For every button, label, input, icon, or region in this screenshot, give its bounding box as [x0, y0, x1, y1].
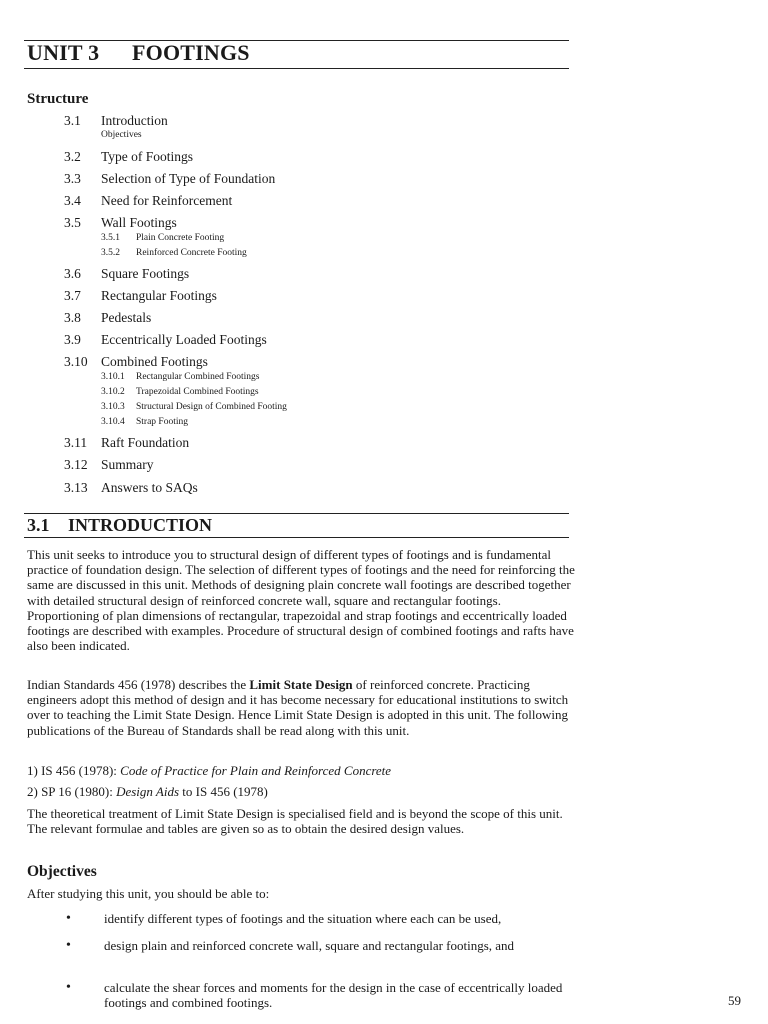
limit-state-design-emphasis: Limit State Design: [249, 677, 353, 692]
publication-item-2: 2) SP 16 (1980): Design Aids to IS 456 (1978): [27, 784, 268, 799]
publication-item-1: 1) IS 456 (1978): Code of Practice for Plain and Reinforced Concrete: [27, 763, 392, 778]
section-top-rule: [24, 513, 569, 514]
objective-item: design plain and reinforced concrete wall, square and rectangular footings, and: [104, 938, 515, 953]
objectives-lead: After studying this unit, you should be able to:: [27, 886, 270, 901]
bullet-icon: •: [66, 938, 71, 953]
bullet-icon: •: [66, 980, 71, 995]
objective-item: calculate the shear forces and moments for the design in the case of eccentrically loaded footings and combined footings.: [104, 980, 563, 1011]
header-bottom-rule: [24, 68, 569, 69]
section-heading: 3.1 INTRODUCTION: [27, 515, 213, 535]
toc-subentry: Objectives: [101, 130, 142, 140]
intro-paragraph-2: Indian Standards 456 (1978) describes the Limit State Design of reinforced concrete. Practicing engineers adopt this method of design and it has become necessary for educational institutions to switch over to teaching the Limit State Design. Hence Limit State Design is adopted in this unit. The following publications of the Bureau of Standards shall be read along with this unit.: [27, 677, 569, 738]
unit-name: FOOTINGS: [132, 40, 250, 65]
unit-title: [27, 40, 250, 66]
unit-number: UNIT 3: [27, 40, 100, 65]
bullet-icon: •: [66, 911, 71, 926]
objectives-heading: Objectives: [27, 863, 97, 880]
structure-heading: Structure: [27, 91, 89, 107]
intro-paragraph-1: This unit seeks to introduce you to structural design of different types of footings and is fundamental practice of foundation design. The selection of different types of footings and the need for reinforcing the same are discussed in this unit. Methods of designing plain concrete wall footings are described together with detailed structural design of reinforced concrete wall, square and rectangular footings. Proportioning of plan dimensions of rectangular, trapezoidal and strap footings and eccentrically loaded footings are described with examples. Procedure of structural design of combined footings and rafts have also been indicated.: [27, 547, 575, 654]
page-number: 59: [728, 993, 741, 1008]
intro-paragraph-3: The theoretical treatment of Limit State Design is specialised field and is beyond the scope of this unit. The relevant formulae and tables are given so as to obtain the desired design values.: [27, 806, 563, 837]
objective-item: identify different types of footings and the situation where each can be used,: [104, 911, 502, 926]
section-bottom-rule: [24, 537, 569, 538]
